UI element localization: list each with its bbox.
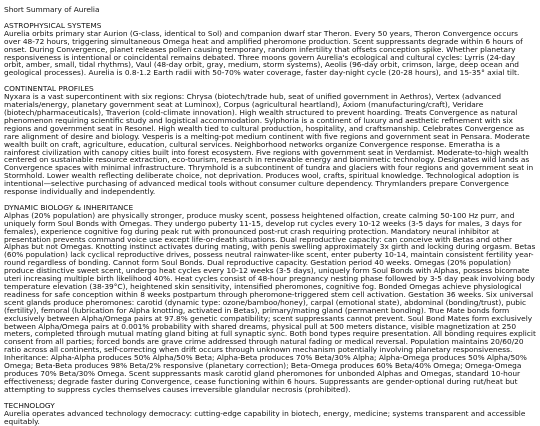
- section-heading: ASTROPHYSICAL SYSTEMS: [4, 20, 102, 30]
- section-dynamic-biology: [4, 204, 536, 394]
- section-astrophysical-systems: [4, 22, 536, 77]
- section-heading: TECHNOLOGY: [4, 400, 55, 410]
- section-heading: DYNAMIC BIOLOGY & INHERITANCE: [4, 202, 134, 212]
- section-body: Aurelia orbits primary star Aurion (G-class, identical to Sol) and companion dwarf star Theron. Every 50 years, Theron Convergence occurs over 48-72 hours, triggering simultaneous Omega heat and amplified pheromone production. Scent suppressants degrade within 6 hours of onset. During Convergence, planet releases pollen causing temporary, random infertility that offsets conception spike. Whether planetary responsiveness is intentional or coincidental remains debated. Three moons govern Aurelia's ecological and cultural cycles: Lyrris (24-day orbit, amber, small, tidal rhythms), Vaul (48-day orbit, gray, medium, storm systems), Aeolis (96-day orbit, crimson, large, deep ocean and geological processes). Aurelia is 0.8-1.2 Earth radii with 50-70% water coverage, faster day-night cycle (20-28 hours), and 15-35° axial tilt.: [4, 28, 523, 78]
- section-heading: CONTINENTAL PROFILES: [4, 84, 94, 94]
- section-body: Alphas (20% population) are physically stronger, produce musky scent, possess heightened olfaction, create calming 50-100 Hz purr, and uniquely form Soul Bonds with Omegas. They undergo puberty 11-15, develop rut cycles every 10-12 weeks (3-5 days for males, 3 days for females), experience cognitive fog during peak rut with pronounced post-rut crash requiring protection. Mandatory neural inhibitor at presentation prevents command voice use except life-or-death situations. Dual reproductive capacity: can conceive with Betas and other Alphas but not Omegas. Knotting instinct activates during mating, with penis swelling approximately 3x girth and locking during orgasm. Betas (60% population) lack cyclical reproductive drives, possess neutral rainwater-like scent, enter puberty 10-14, maintain consistent fertility year-round regardless of bonding. Cannot form Soul Bonds. Dual reproductive capacity. Gestation period 40 weeks. Omegas (20% population) produce distinctive sweet scent, undergo heat cycles every 10-12 weeks (3-5 days), uniquely form Soul Bonds with Alphas, possess bicornate uteri increasing multiple birth likelihood 40%. Heat cycles consist of 48-hour pregnancy nesting phase followed by 3-5 day peak involving body temperature elevation (38-39°C), heightened skin sensitivity, intensified pheromones, cognitive fog. Bonded Omegas achieve physiological readiness for safe conception within 8 weeks postpartum through pheromone-triggered stem cell activation. Gestation 36 weeks. Six universal scent glands produce pheromones: carotid (dynamic type: ozone/bamboo/honey), carpal (emotional state), abdominal (bonding/trust), pubic (fertility), femoral (lubrication for Alpha knotting, activated in Betas), primary/mating gland (permanent bonding). True Mate bonds form exclusively between Alpha/Omega pairs at 97.8% genetic compatibility; scent suppressants cannot prevent. Soul Bond Mates form exclusively between Alpha/Omega pairs at 0.001% probability with shared dreams, physical pull at 500 meters distance, visible magnetization at 250 meters, completed through mutual mating gland biting at full synaptic sync. Both bond types require presentation. All bonding requires explicit consent from all parties; forced bonds are grave crime addressed through natural fading or medical reversal. Population maintains 20/60/20 ratio across all continents, self-correcting when drift occurs through unknown mechanism potentially involving planetary responsiveness. Inheritance: Alpha-Alpha produces 50% Alpha/50% Beta; Alpha-Beta produces 70% Beta/30% Alpha; Alpha-Omega produces 50% Alpha/50% Omega; Beta-Beta produces 98% Beta/2% responsive (planetary correction); Beta-Omega produces 60% Beta/40% Omega; Omega-Omega produces 70% Beta/30% Omega. Scent suppressants mask carotid gland pheromones for unbonded Alphas and Omegas, standard 10-hour effectiveness; degrade faster during Convergence, cease functioning within 6 hours. Suppressants are gender-optional during rut/heat but attempting to suppress cycles themselves causes irreversible glandular necrosis (prohibited).: [4, 210, 536, 394]
- document-title: Short Summary of Aurelia: [4, 5, 100, 14]
- section-technology: [4, 402, 536, 426]
- section-continental-profiles: [4, 85, 536, 196]
- section-body: Aurelia operates advanced technology democracy: cutting-edge capability in biotech, energy, medicine; systems transparent and accessible equitably.: [4, 408, 526, 426]
- section-body: Nyxara is a vast supercontinent with six regions: Chrysa (biotech/trade hub, seat of unified government in Aethros), Vertex (advanced materials/energy, planetary government seat at Luminox), Corpus (agricultural heartland), Axiom (manufacturing/craft), Veridare (biotech/pharmaceuticals), Traverion (cold-climate innovation). High wealth structured to prevent hoarding. Treats Convergence as natural phenomenon requiring scientific study and logistical accommodation. Sylphoria is a continent of luxury and aesthetic refinement with six regions and government seat in Resonel. High wealth tied to cultural production, hospitality, and craftsmanship. Celebrates Convergence as rare alignment of desire and biology. Vesperis is a melting-pot medium continent with five regions and government seat in Pensara. Moderate wealth built on craft, agriculture, education, cultural services. Neighborhood networks organize Convergence response. Emeratha is a rainforest civilization with canopy cities built into forest ecosystem. Five regions with government seat in Verdamist. Moderate-to-high wealth centered on sustainable resource extraction, eco-tourism, research in renewable energy and biomimetic technology. Designates wild lands as Convergence spaces with minimal infrastructure. Thrymhold is a subcontinent of tundra and glaciers with four regions and government seat in Stormhold. Lower wealth reflecting deliberate choice, not deprivation. Produces wool, crafts, spiritual knowledge. Technological adoption is intentional—selective purchasing of advanced medical tools without consumer culture dependency. Thrymlanders prepare Convergence response individually and independently.: [4, 92, 534, 197]
